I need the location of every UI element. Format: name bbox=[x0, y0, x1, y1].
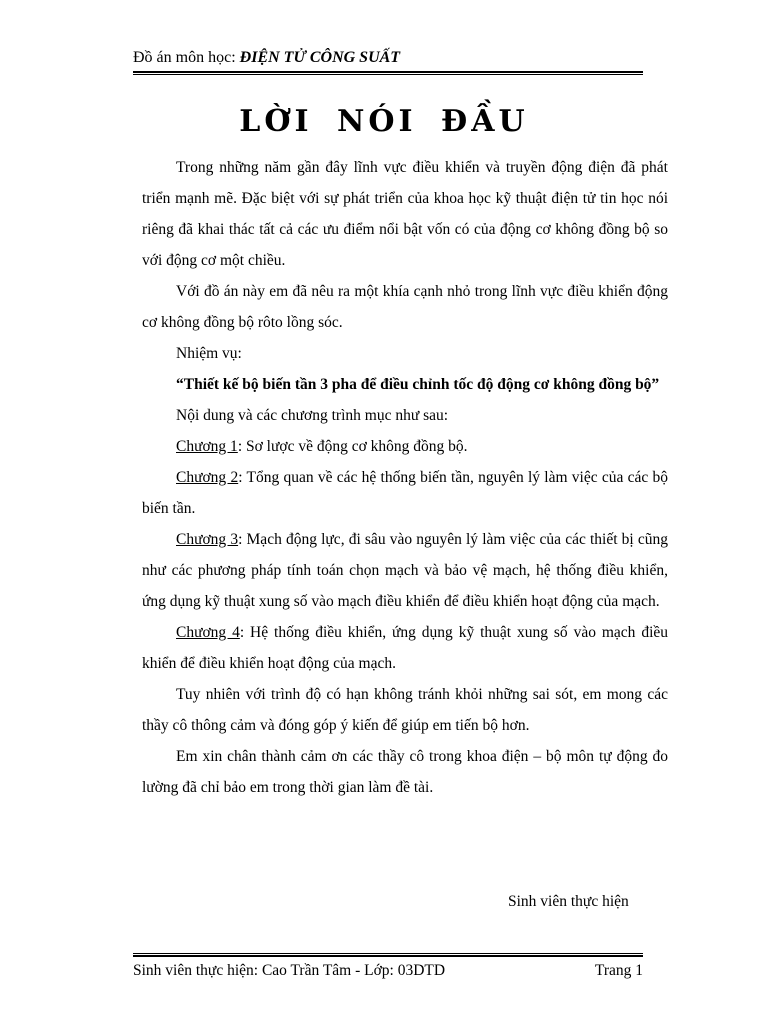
chapter-4 bbox=[142, 617, 668, 679]
paragraph-task-label: Nhiệm vụ: bbox=[176, 345, 242, 362]
header-subject: ĐIỆN TỬ CÔNG SUẤT bbox=[239, 49, 401, 66]
chapter-1-text: : Sơ lược về động cơ không đồng bộ. bbox=[237, 438, 468, 455]
chapter-1 bbox=[142, 431, 668, 462]
paragraph-apology: Tuy nhiên với trình độ có hạn không tránh khỏi những sai sót, em mong các thầy cô thông cảm và đóng góp ý kiến để giúp em tiến bộ hơn. bbox=[142, 686, 668, 734]
chapter-2-text: : Tổng quan về các hệ thống biến tần, nguyên lý làm việc của các bộ biến tần. bbox=[142, 469, 669, 517]
paragraph-contents-intro: Nội dung và các chương trình mục như sau: bbox=[176, 407, 449, 424]
chapter-2-label: Chương 2 bbox=[176, 469, 239, 486]
footer-page-number: Trang 1 bbox=[594, 962, 643, 979]
chapter-2 bbox=[142, 462, 668, 524]
header-prefix: Đồ án môn học: bbox=[133, 49, 236, 66]
page-title: LỜI NÓI ĐẦU bbox=[239, 104, 529, 139]
paragraph-scope: Với đồ án này em đã nêu ra một khía cạnh nhỏ trong lĩnh vực điều khiển động cơ không đồng bộ rôto lồng sóc. bbox=[142, 283, 668, 331]
paragraph-thanks: Em xin chân thành cảm ơn các thầy cô trong khoa điện – bộ môn tự động đo lường đã chỉ bảo em trong thời gian làm đề tài. bbox=[142, 748, 668, 796]
signature-line: Sinh viên thực hiện bbox=[508, 893, 629, 910]
document-body bbox=[142, 152, 668, 803]
footer-author: Sinh viên thực hiện: Cao Trần Tâm - Lớp: 03DTD bbox=[133, 962, 446, 979]
chapter-3-label: Chương 3 bbox=[176, 531, 239, 548]
footer-rule bbox=[133, 953, 643, 957]
chapter-3-text: : Mạch động lực, đi sâu vào nguyên lý làm việc của các thiết bị cũng như các phương pháp tính toán chọn mạch và bảo vệ mạch, hệ thống điều khiển, ứng dụng kỹ thuật xung số vào mạch điều khiển để điều khiển hoạt động của mạch. bbox=[142, 531, 668, 610]
chapter-4-label: Chương 4 bbox=[176, 624, 240, 641]
paragraph-task-title: “Thiết kế bộ biến tần 3 pha để điều chỉnh tốc độ động cơ không đồng bộ” bbox=[176, 376, 660, 393]
page-header bbox=[133, 44, 643, 72]
chapter-4-text: : Hệ thống điều khiển, ứng dụng kỹ thuật xung số vào mạch điều khiển để điều khiển hoạt động của mạch. bbox=[142, 624, 668, 672]
header-rule bbox=[133, 71, 643, 75]
chapter-3 bbox=[142, 524, 668, 617]
page-footer bbox=[133, 959, 643, 983]
paragraph-intro: Trong những năm gần đây lĩnh vực điều khiển và truyền động điện đã phát triển mạnh mẽ. Đặc biệt với sự phát triển của khoa học kỹ thuật điện tử tin học nói riêng đã khai thác tất cả các ưu điểm nổi bật vốn có của động cơ không đồng bộ so với động cơ một chiều. bbox=[142, 159, 668, 269]
chapter-1-label: Chương 1 bbox=[176, 438, 238, 455]
